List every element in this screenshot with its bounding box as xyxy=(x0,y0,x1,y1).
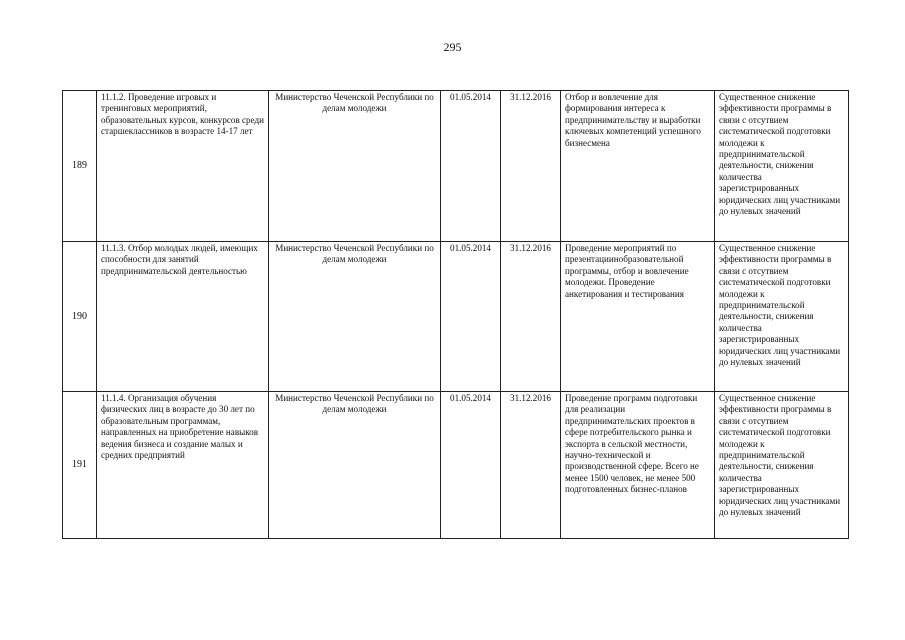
consequences-cell: Существенное снижение эффективности программы в связи с отсутвием систематической подготовки молодежи к предпринимательской деятельности, снижения количества зарегистрированных юридических лиц участниками до нулевых значений xyxy=(715,392,849,539)
start-date-cell: 01.05.2014 xyxy=(441,91,501,242)
table-row xyxy=(63,91,849,242)
result-cell: Отбор и вовлечение для формирования интереса к предпринимательству и выработки ключевых компетенций успешного бизнесмена xyxy=(561,91,715,242)
executor-cell: Министерство Чеченской Республики по делам молодежи xyxy=(269,242,441,392)
activity-cell: 11.1.3. Отбор молодых людей, имеющих способности для занятий предпринимательской деятельностью xyxy=(97,242,269,392)
table-row xyxy=(63,392,849,539)
page-number: 295 xyxy=(443,40,462,54)
row-number: 191 xyxy=(63,392,97,539)
activity-cell: 11.1.4. Организация обучения физических лиц в возрасте до 30 лет по образовательным программам, направленных на приобретение навыков ведения бизнеса и создание малых и средних предприятий xyxy=(97,392,269,539)
end-date-cell: 31.12.2016 xyxy=(501,91,561,242)
activity-cell: 11.1.2. Проведение игровых и тренинговых мероприятий, образовательных курсов, конкурсов среди старшеклассников в возрасте 14-17 лет xyxy=(97,91,269,242)
end-date-cell: 31.12.2016 xyxy=(501,242,561,392)
end-date-cell: 31.12.2016 xyxy=(501,392,561,539)
executor-cell: Министерство Чеченской Республики по делам молодежи xyxy=(269,91,441,242)
start-date-cell: 01.05.2014 xyxy=(441,392,501,539)
table-row xyxy=(63,242,849,392)
result-cell: Проведение мероприятий по презентациинобразовательной программы, отбор и вовлечение молодежи. Проведение анкетирования и тестирования xyxy=(561,242,715,392)
row-number: 190 xyxy=(63,242,97,392)
consequences-cell: Существенное снижение эффективности программы в связи с отсутвием систематической подготовки молодежи к предпринимательской деятельности, снижения количества зарегистрированных юридических лиц участниками до нулевых значений xyxy=(715,242,849,392)
consequences-cell: Существенное снижение эффективности программы в связи с отсутвием систематической подготовки молодежи к предпринимательской деятельности, снижения количества зарегистрированных юридических лиц участниками до нулевых значений xyxy=(715,91,849,242)
executor-cell: Министерство Чеченской Республики по делам молодежи xyxy=(269,392,441,539)
row-number: 189 xyxy=(63,91,97,242)
start-date-cell: 01.05.2014 xyxy=(441,242,501,392)
program-table xyxy=(62,90,849,539)
result-cell: Проведение программ подготовки для реализации предпринимательских проектов в сфере потребительского рынка и экспорта в сельской местности, научно-технической и производственной сфере. Всего не менее 1500 человек, не менее 500 подготовленных бизнес-планов xyxy=(561,392,715,539)
